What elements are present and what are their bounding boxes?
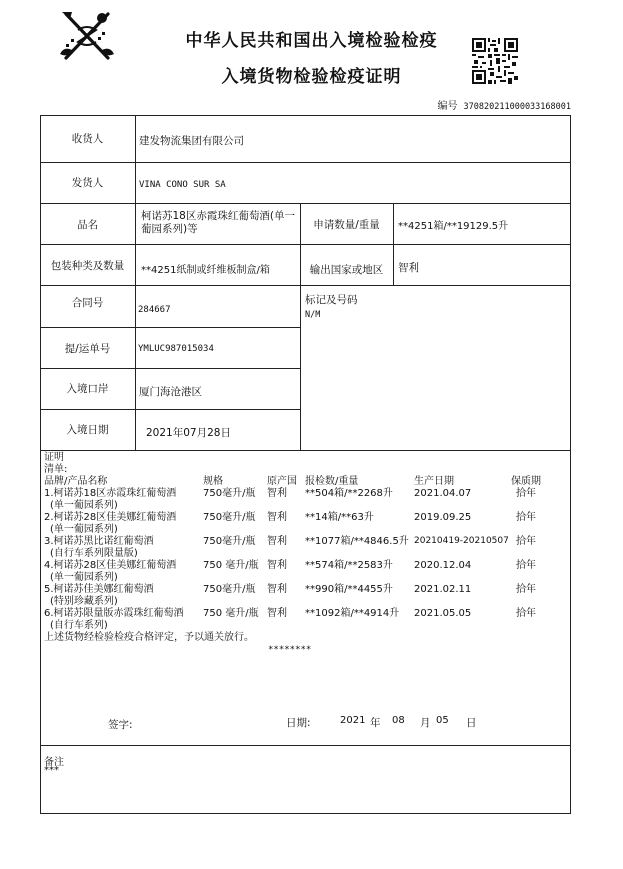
item-shelf: 拾年 [516, 536, 536, 547]
item-series: (特别珍藏系列) [50, 596, 118, 607]
item-date: 2021.02.11 [414, 584, 472, 595]
certificate-heading: 证明 [44, 452, 64, 463]
item-shelf: 拾年 [516, 488, 536, 499]
list-item [44, 536, 584, 560]
sign-day: 05 [436, 715, 449, 726]
item-spec: 750毫升/瓶 [203, 584, 256, 595]
sign-day-unit: 日 [466, 717, 477, 729]
item-name: 3.柯诺苏黑比诺红葡萄酒 [44, 536, 154, 547]
item-origin: 智利 [267, 584, 287, 595]
col-brand: 品牌/产品名称 [44, 476, 108, 487]
item-name: 1.柯诺苏18区赤霞珠红葡萄酒 [44, 488, 177, 499]
port-label: 入境口岸 [66, 383, 109, 395]
item-qty: **1077箱/**4846.5升 [305, 536, 409, 547]
item-spec: 750毫升/瓶 [203, 512, 256, 523]
consignee-value: 建发物流集团有限公司 [139, 135, 244, 147]
goods-label: 品名 [77, 219, 98, 231]
origin-value: 智利 [398, 262, 419, 274]
qr-code [472, 38, 518, 84]
sign-month: 08 [392, 715, 405, 726]
item-date: 20210419-20210507 [414, 536, 509, 546]
marks-value: N/M [305, 310, 321, 320]
item-date: 2019.09.25 [414, 512, 472, 523]
item-name: 5.柯诺苏佳美娜红葡萄酒 [44, 584, 154, 595]
cert-number-label: 编号 [437, 101, 458, 112]
item-spec: 750毫升/瓶 [203, 536, 256, 547]
entry-date-value: 2021年07月28日 [146, 427, 231, 439]
item-shelf: 拾年 [516, 512, 536, 523]
item-series: (单一葡园系列) [50, 524, 118, 535]
item-qty: **990箱/**4455升 [305, 584, 393, 595]
stars-line: ******** [268, 645, 312, 655]
remarks-label: 备注 [44, 757, 64, 768]
col-spec: 规格 [203, 476, 223, 487]
item-series: (自行车系列限量版) [50, 548, 138, 559]
quantity-label: 申请数量/重量 [313, 219, 380, 231]
consignor-value: VINA CONO SUR SA [139, 180, 226, 190]
list-item [44, 512, 584, 536]
item-series: (单一葡园系列) [50, 572, 118, 583]
col-qty: 报检数/重量 [305, 476, 359, 487]
title-line-1: 中华人民共和国出入境检验检疫 [185, 31, 438, 51]
package-value: **4251纸制或纤维板制盒/箱 [141, 265, 270, 276]
list-item [44, 488, 584, 512]
consignee-label: 收货人 [71, 133, 104, 145]
item-spec: 750 毫升/瓶 [203, 560, 259, 571]
bl-label: 提/运单号 [64, 343, 111, 355]
item-series: (自行车系列) [50, 620, 108, 631]
remarks-value: *** [44, 765, 59, 776]
sign-label: 签字: [108, 719, 133, 731]
title-line-2: 入境货物检验检疫证明 [221, 67, 402, 87]
item-qty: **14箱/**63升 [305, 512, 374, 523]
item-origin: 智利 [267, 560, 287, 571]
item-spec: 750毫升/瓶 [203, 488, 256, 499]
item-name: 6.柯诺苏限量版赤霞珠红葡萄酒 [44, 608, 184, 619]
item-shelf: 拾年 [516, 560, 536, 571]
list-item [44, 584, 584, 608]
item-qty: **574箱/**2583升 [305, 560, 393, 571]
sign-year: 2021 [340, 715, 366, 726]
origin-label: 输出国家或地区 [309, 264, 384, 276]
sign-year-unit: 年 [370, 717, 381, 729]
list-item [44, 560, 584, 584]
port-value: 厦门海沧港区 [139, 386, 202, 398]
item-origin: 智利 [267, 536, 287, 547]
col-origin: 原产国 [267, 476, 297, 487]
item-origin: 智利 [267, 488, 287, 499]
item-name: 4.柯诺苏28区佳美娜红葡萄酒 [44, 560, 177, 571]
goods-value: 柯诺苏18区赤霞珠红葡萄酒(单一葡园系列)等 [141, 210, 295, 235]
entry-date-label: 入境日期 [66, 424, 109, 436]
sign-month-unit: 月 [420, 717, 431, 729]
list-header [44, 476, 584, 488]
item-qty: **504箱/**2268升 [305, 488, 393, 499]
item-origin: 智利 [267, 512, 287, 523]
item-name: 2.柯诺苏28区佳美娜红葡萄酒 [44, 512, 177, 523]
item-origin: 智利 [267, 608, 287, 619]
item-date: 2021.04.07 [414, 488, 472, 499]
item-shelf: 拾年 [516, 584, 536, 595]
bl-value: YMLUC987015034 [138, 344, 214, 354]
item-spec: 750 毫升/瓶 [203, 608, 259, 619]
list-label: 清单: [44, 464, 68, 475]
item-shelf: 拾年 [516, 608, 536, 619]
cert-number [438, 97, 572, 112]
conclusion-text: 上述货物经检验检疫合格评定，予以通关放行。 [44, 632, 254, 643]
item-date: 2021.05.05 [414, 608, 472, 619]
cert-number-value: 370820211000033168001 [463, 102, 571, 112]
package-label: 包装种类及数量 [50, 260, 125, 272]
consignor-label: 发货人 [71, 177, 104, 189]
col-date: 生产日期 [414, 476, 454, 487]
item-qty: **1092箱/**4914升 [305, 608, 400, 619]
item-series: (单一葡园系列) [50, 500, 118, 511]
sign-date-label: 日期: [286, 717, 311, 729]
col-shelf: 保质期 [511, 476, 541, 487]
list-item [44, 608, 584, 632]
contract-value: 284667 [138, 305, 171, 315]
marks-label: 标记及号码 [305, 294, 358, 306]
contract-label: 合同号 [71, 297, 104, 309]
quantity-value: **4251箱/**19129.5升 [398, 221, 509, 232]
item-date: 2020.12.04 [414, 560, 472, 571]
